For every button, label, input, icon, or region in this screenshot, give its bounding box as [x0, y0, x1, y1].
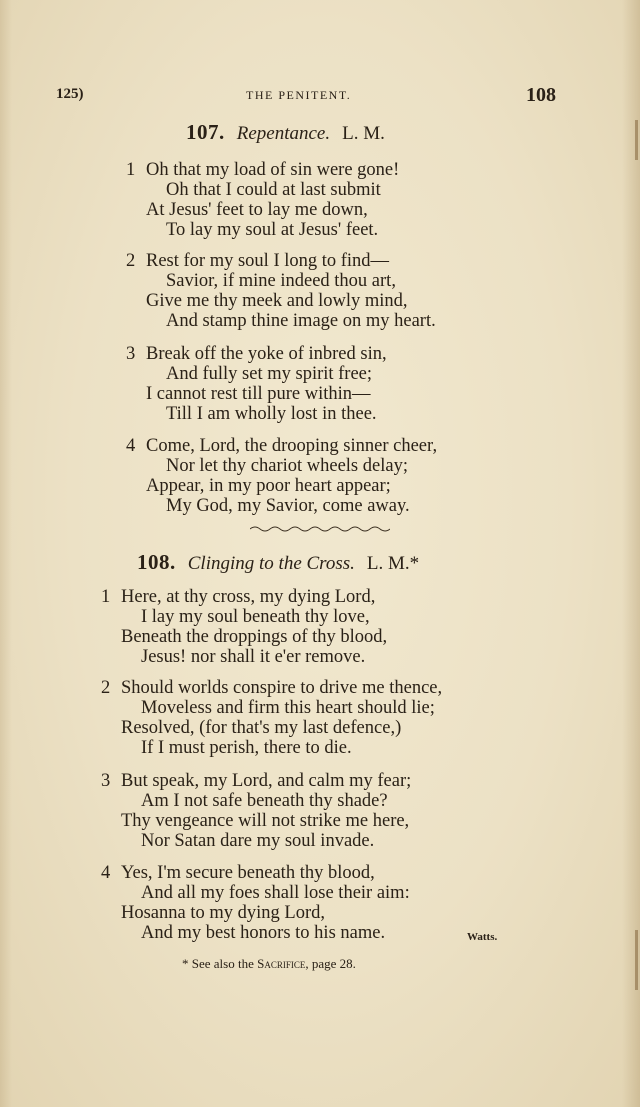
verse-line: Should worlds conspire to drive me thence, — [121, 678, 443, 698]
stanza-number: 1 — [126, 160, 136, 180]
hymn-number: 108. — [137, 550, 176, 574]
verse-line: Nor Satan dare my soul invade. — [141, 831, 375, 851]
hymn-107-stanza-1 — [126, 160, 399, 240]
hymn-107-heading — [186, 120, 385, 145]
footnote-suffix: , page 28. — [305, 956, 356, 971]
verse-line: And stamp thine image on my heart. — [166, 311, 436, 331]
edge-stain — [635, 930, 638, 990]
hymn-number: 107. — [186, 120, 225, 144]
hymn-107-stanza-2 — [126, 251, 436, 331]
verse-line: Here, at thy cross, my dying Lord, — [121, 587, 376, 607]
left-page-shadow — [0, 0, 12, 1107]
footnote-marker: * — [182, 956, 189, 971]
verse-line: Hosanna to my dying Lord, — [121, 903, 325, 923]
verse-line: Nor let thy chariot wheels delay; — [166, 456, 408, 476]
footnote — [182, 956, 356, 972]
footnote-reference: Sacrifice — [257, 956, 306, 971]
verse-line: Appear, in my poor heart appear; — [146, 476, 391, 496]
verse-line: Oh that I could at last submit — [166, 180, 381, 200]
stanza-number: 4 — [126, 436, 136, 456]
verse-line: Break off the yoke of inbred sin, — [146, 344, 387, 364]
edge-stain — [635, 120, 638, 160]
verse-line: I cannot rest till pure within— — [146, 384, 371, 404]
verse-line: Till I am wholly lost in thee. — [166, 404, 377, 424]
hymn-108-stanza-4 — [101, 863, 410, 943]
hymn-107-stanza-4 — [126, 436, 437, 516]
verse-line: Jesus! nor shall it e'er remove. — [141, 647, 366, 667]
hymn-108-stanza-3 — [101, 771, 411, 851]
verse-line: Resolved, (for that's my last defence,) — [121, 718, 402, 738]
stanza-number: 3 — [101, 771, 111, 791]
verse-line: Savior, if mine indeed thou art, — [166, 271, 396, 291]
verse-line: Rest for my soul I long to find— — [146, 251, 390, 271]
verse-line: To lay my soul at Jesus' feet. — [166, 220, 379, 240]
stanza-number: 3 — [126, 344, 136, 364]
verse-line: And all my foes shall lose their aim: — [141, 883, 410, 903]
hymn-meter: L. M. — [342, 123, 385, 144]
stanza-number: 4 — [101, 863, 111, 883]
verse-line: Beneath the droppings of thy blood, — [121, 627, 388, 647]
hymn-meter: L. M.* — [366, 553, 420, 574]
hymn-107-stanza-3 — [126, 344, 387, 424]
hymn-108-stanza-2 — [101, 678, 442, 758]
verse-line: My God, my Savior, come away. — [166, 496, 410, 516]
verse-line: And my best honors to his name. — [141, 923, 386, 943]
header-section-title: THE PENITENT. — [246, 88, 352, 102]
verse-line: Moveless and firm this heart should lie; — [141, 698, 435, 718]
page-number: 108 — [526, 84, 556, 106]
verse-line: At Jesus' feet to lay me down, — [146, 200, 368, 220]
author-attribution: Watts. — [467, 931, 498, 943]
verse-line: I lay my soul beneath thy love, — [141, 607, 370, 627]
verse-line: Oh that my load of sin were gone! — [146, 160, 400, 180]
verse-line: Thy vengeance will not strike me here, — [121, 811, 410, 831]
hymn-title: Repentance. — [236, 123, 331, 144]
stanza-number: 2 — [101, 678, 111, 698]
stanza-number: 1 — [101, 587, 111, 607]
verse-line: Yes, I'm secure beneath thy blood, — [121, 863, 375, 883]
ornamental-divider — [250, 525, 390, 533]
hymn-title: Clinging to the Cross. — [187, 553, 355, 574]
hymn-108-heading — [137, 550, 419, 575]
verse-line: If I must perish, there to die. — [141, 738, 352, 758]
verse-line: And fully set my spirit free; — [166, 364, 373, 384]
running-header — [56, 84, 556, 110]
verse-line: But speak, my Lord, and calm my fear; — [121, 771, 412, 791]
verse-line: Come, Lord, the drooping sinner cheer, — [146, 436, 438, 456]
hymn-108-stanza-1 — [101, 587, 387, 667]
header-hymn-range: 125) — [56, 86, 84, 102]
verse-line: Give me thy meek and lowly mind, — [146, 291, 408, 311]
verse-line: Am I not safe beneath thy shade? — [141, 791, 388, 811]
footnote-prefix: See also the — [191, 956, 254, 971]
stanza-number: 2 — [126, 251, 136, 271]
